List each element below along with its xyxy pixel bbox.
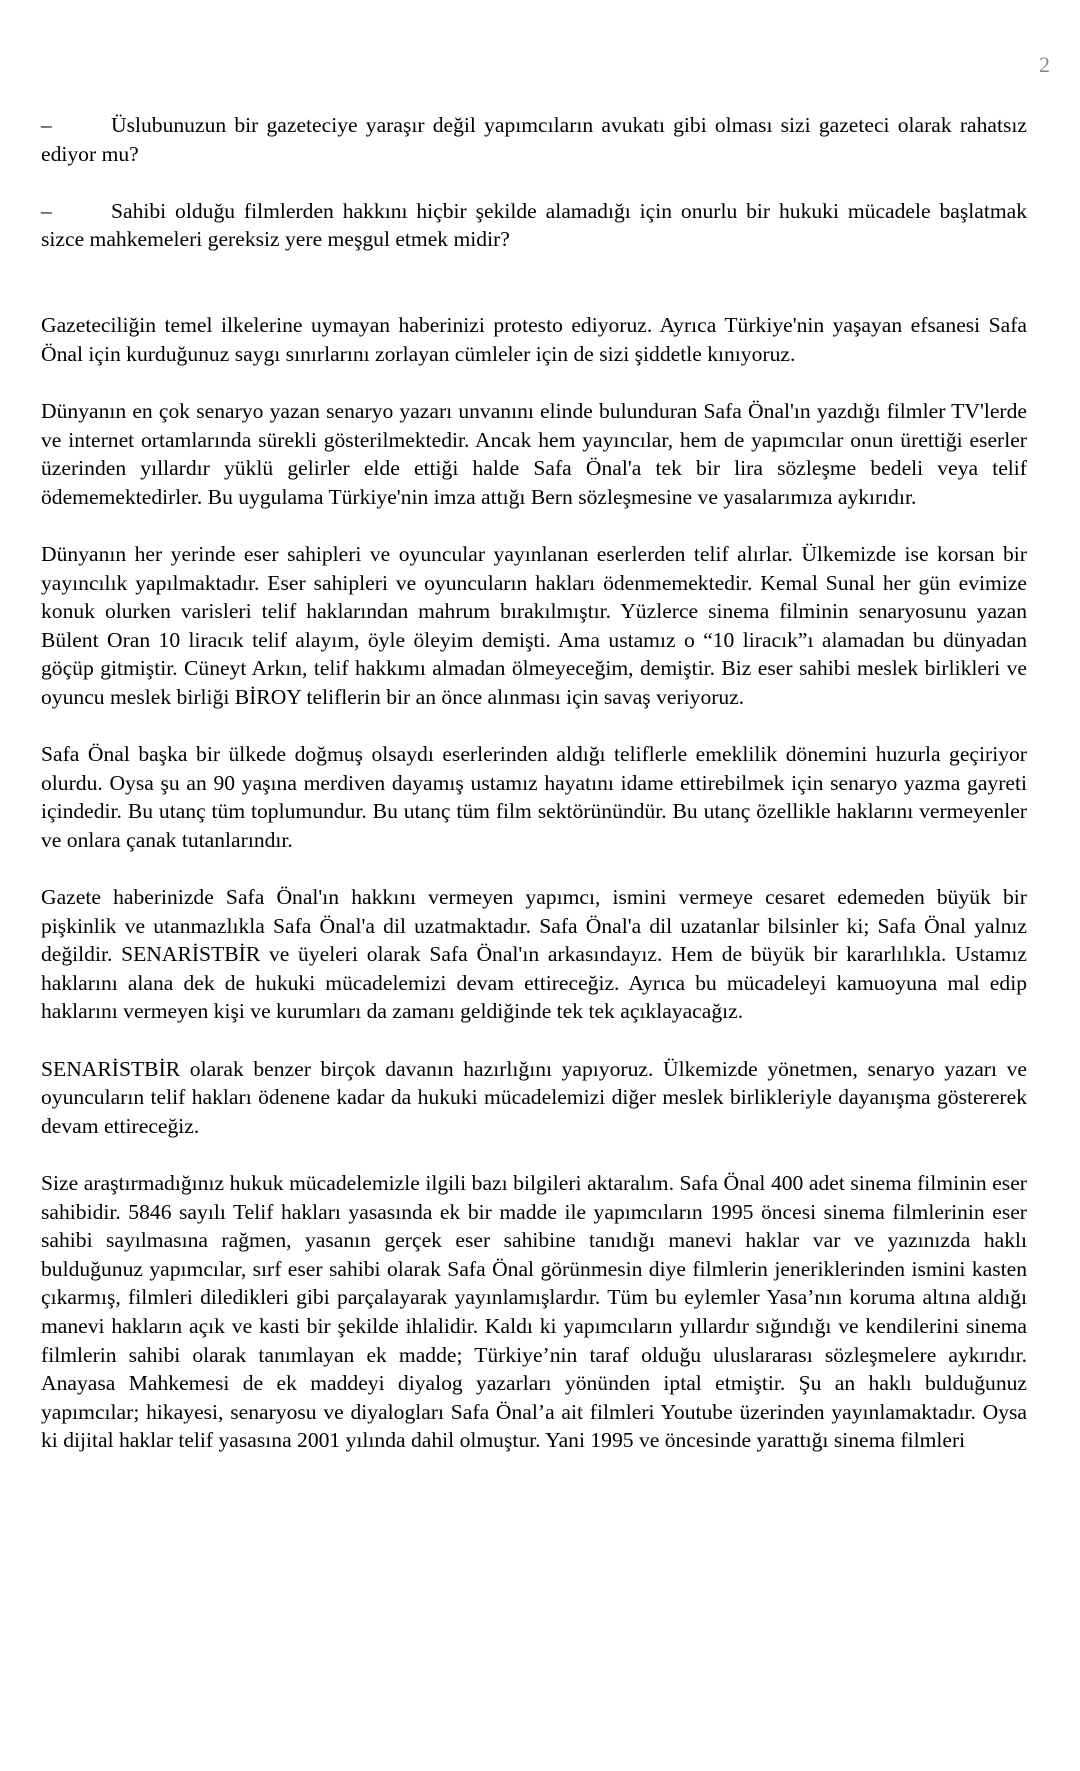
paragraph: Dünyanın en çok senaryo yazan senaryo yazarı unvanını elinde bulunduran Safa Önal'ın yazdığı filmler TV'lerde ve internet ortamlarında sürekli gösterilmektedir. Ancak hem yayıncılar, hem de yapımcılar onun ürettiği eserler üzerinden yıllardır yüklü gelirler elde ettiği halde Safa Önal'a tek bir lira sözleşme bedeli veya telif ödememektedirler. Bu uygulama Türkiye'nin imza attığı Bern sözleşmesine ve yasalarımıza aykırıdır. [41, 398, 1027, 509]
question-text: Sahibi olduğu filmlerden hakkını hiçbir şekilde alamadığı için onurlu bir hukuki mücadele başlatmak sizce mahkemeleri gereksiz yere meşgul etmek midir? [41, 198, 1027, 252]
paragraph: Safa Önal başka bir ülkede doğmuş olsaydı eserlerinden aldığı teliflerle emeklilik dönemini huzurla geçiriyor olurdu. Oysa şu an 90 yaşına merdiven dayamış ustamız hayatını idame ettirebilmek için senaryo yazma gayreti içindedir. Bu utanç tüm toplumundur. Bu utanç tüm film sektörünündür. Bu utanç özellikle haklarını vermeyenler ve onlara çanak tutanlarındır. [41, 742, 1027, 852]
document-body [41, 111, 1027, 1484]
question-dash: – [41, 113, 52, 137]
question-item [41, 111, 1027, 168]
question-dash: – [41, 198, 52, 223]
paragraph-gap [41, 283, 1027, 312]
paragraph: Gazete haberinizde Safa Önal'ın hakkını vermeyen yapımcı, ismini vermeye cesaret edemeden büyük bir pişkinlik ve utanmazlıkla Safa Önal'a dil uzatmaktadır. Safa Önal'a dil uzatanlar bilsinler ki; Safa Önal yalnız değildir. SENARİSTBİR ve üyeleri olarak Safa Önal'ın arkasındayız. Hem de büyük bir kararlılıkla. Ustamız haklarını alana dek de hukuki mücadelemizi devam ettireceğiz. Ayrıca bu mücadeleyi kamuoyuna mal edip haklarını vermeyen kişi ve kurumları da zamanı geldiğinde tek tek açıklayacağız. [41, 885, 1027, 1024]
paragraph: Dünyanın her yerinde eser sahipleri ve oyuncular yayınlanan eserlerden telif alırlar. Ülkemizde ise korsan bir yayıncılık yapılmaktadır. Eser sahipleri ve oyuncuların hakları ödenmemektedir. Kemal Sunal her gün evimize konuk olurken varisleri telif haklarından mahrum bırakılmıştır. Yüzlerce sinema filminin senaryosunu yazan Bülent Oran 10 liracık telif alayım, öyle öleyim demişti. Ama ustamız o “10 liracık”ı alamadan bu dünyadan göçüp gitmiştir. Cüneyt Arkın, telif hakkımı almadan ölmeyeceğim, demiştir. Biz eser sahibi meslek birlikleri ve oyuncu meslek birliği BİROY teliflerin bir an önce alınması için savaş veriyoruz. [41, 541, 1027, 709]
question-item [41, 197, 1027, 254]
page-number: 2 [1039, 52, 1050, 77]
question-text: Üslubunuzun bir gazeteciye yaraşır değil yapımcıların avukatı gibi olması sizi gazeteci olarak rahatsız ediyor mu? [41, 113, 1027, 166]
paragraph: Size araştırmadığınız hukuk mücadelemizle ilgili bazı bilgileri aktaralım. Safa Önal 400 adet sinema filminin eser sahibidir. 5846 sayılı Telif hakları yasasında ek bir madde ile yapımcıların 1995 öncesi sinema filmlerinin eser sahibi sayılmasına rağmen, yasanın gerçek eser sahibine tanıdığı manevi haklar var ve yazınızda haklı bulduğunuz yapımcılar, sırf eser sahibi olarak Safa Önal görünmesin diye filmlerin jeneriklerinden ismini kasten çıkarmış, filmleri diledikleri gibi parçalayarak yayınlamışlardır. Tüm bu eylemler Yasa’nın koruma altına aldığı manevi hakların açık ve kasti bir şekilde ihlalidir. Kaldı ki yapımcıların yıllardır sığındığı ve kendilerini sinema filmlerin sahibi olarak tanımlayan ek madde; Türkiye’nin taraf olduğu uluslararası sözleşmelere aykırıdır. Anayasa Mahkemesi de ek maddeyi diyalog yazarları yönünden iptal etmiştir. Şu an haklı bulduğunuz yapımcılar; hikayesi, senaryosu ve diyalogları Safa Önal’a ait filmleri Youtube üzerinden yayınlamaktadır. Oysa ki dijital haklar telif yasasına 2001 yılında dahil olmuştur. Yani 1995 ve öncesinde yarattığı sinema filmleri [41, 1170, 1027, 1453]
paragraph: SENARİSTBİR olarak benzer birçok davanın hazırlığını yapıyoruz. Ülkemizde yönetmen, senaryo yazarı ve oyuncuların telif hakları ödenene kadar da hukuki mücadelemizi diğer meslek birlikleriyle dayanışma göstererek devam ettireceğiz. [41, 1056, 1027, 1138]
paragraph: Gazeteciliğin temel ilkelerine uymayan haberinizi protesto ediyoruz. Ayrıca Türkiye'nin yaşayan efsanesi Safa Önal için kurduğunuz saygı sınırlarını zorlayan cümleler için de sizi şiddetle kınıyoruz. [41, 313, 1027, 366]
